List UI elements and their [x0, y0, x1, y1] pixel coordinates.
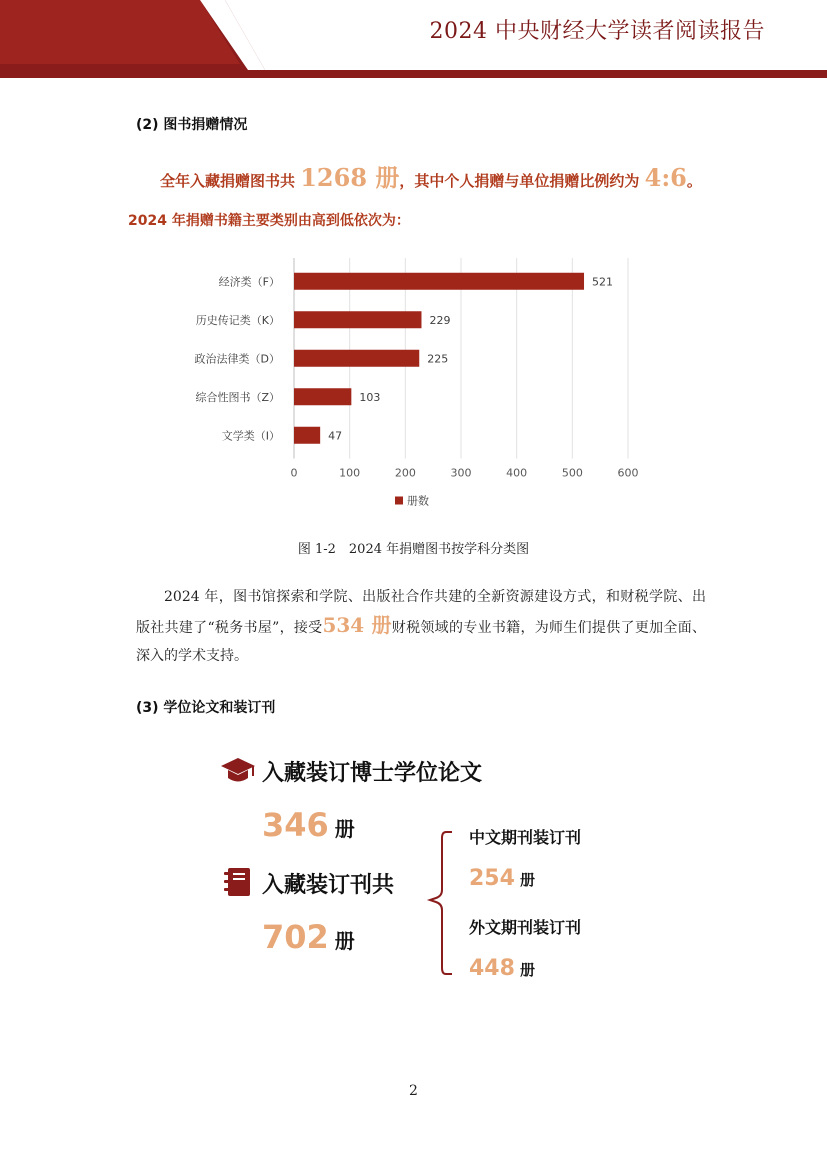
- x-tick-label: 300: [450, 466, 472, 480]
- report-title: 2024 中央财经大学读者阅读报告: [429, 19, 765, 44]
- category-label: 经济类（F）: [218, 275, 280, 289]
- bar-value-label: 521: [592, 275, 614, 289]
- x-tick-label: 600: [617, 466, 639, 480]
- paragraph-part1: 2024 年，图书馆探索和学院、出版社合作共建的全新资源建设方式，和财税学院、出版社共建了“税务书屋”，接受: [136, 589, 706, 636]
- category-subheading: 2024 年捐赠书籍主要类别由高到低依次为：: [128, 213, 410, 229]
- foreign-journal-count: [469, 956, 535, 981]
- donation-count: 1268 册: [300, 163, 400, 192]
- x-tick-label: 500: [561, 466, 583, 480]
- chinese-journal-title: 中文期刊装订刊: [469, 828, 582, 847]
- donation-summary-suffix: 。: [686, 172, 702, 190]
- thesis-number: 346: [262, 806, 329, 844]
- foreign-journal-unit: 册: [519, 961, 535, 979]
- chinese-journal-number: 254: [469, 866, 515, 891]
- section-heading-thesis: (3) 学位论文和装订刊: [136, 700, 276, 716]
- donation-summary-middle: ，其中个人捐赠与单位捐赠比例约为: [399, 172, 645, 190]
- bar-value-label: 103: [359, 390, 381, 404]
- thesis-unit: 册: [334, 817, 355, 841]
- chinese-journal-count: [469, 866, 535, 891]
- journals-number: 702: [262, 918, 329, 956]
- foreign-journal-title: 外文期刊装订刊: [469, 918, 582, 937]
- donation-summary-prefix: 全年入藏捐赠图书共: [160, 172, 301, 190]
- section-heading-donation: (2) 图书捐赠情况: [136, 117, 248, 133]
- donation-ratio: 4:6: [644, 163, 687, 192]
- category-label: 文学类（I）: [221, 429, 280, 443]
- category-label: 综合性图书（Z）: [195, 390, 280, 404]
- bar-value-label: 229: [429, 313, 451, 327]
- journals-unit: 册: [334, 929, 355, 953]
- x-tick-label: 400: [506, 466, 528, 480]
- journals-title: 入藏装订刊共: [262, 873, 395, 898]
- paragraph-part2: 财税领域的专业书籍，为师生们提供了更加全面、深入的学术支持。: [136, 620, 706, 664]
- x-tick-label: 100: [339, 466, 361, 480]
- chinese-journal-unit: 册: [519, 871, 535, 889]
- legend-label: 册数: [407, 494, 429, 508]
- figure-caption: 图 1-2 2024 年捐赠图书按学科分类图: [297, 542, 530, 557]
- bar-value-label: 47: [328, 429, 343, 443]
- x-tick-label: 200: [394, 466, 416, 480]
- foreign-journal-number: 448: [469, 956, 515, 981]
- bar-value-label: 225: [427, 352, 449, 366]
- category-label: 政治法律类（D）: [194, 352, 280, 366]
- tax-book-count: 534 册: [322, 613, 392, 637]
- x-tick-label: 0: [290, 466, 298, 480]
- page-number: 2: [409, 1083, 418, 1099]
- category-label: 历史传记类（K）: [195, 313, 280, 327]
- thesis-title: 入藏装订博士学位论文: [262, 761, 483, 786]
